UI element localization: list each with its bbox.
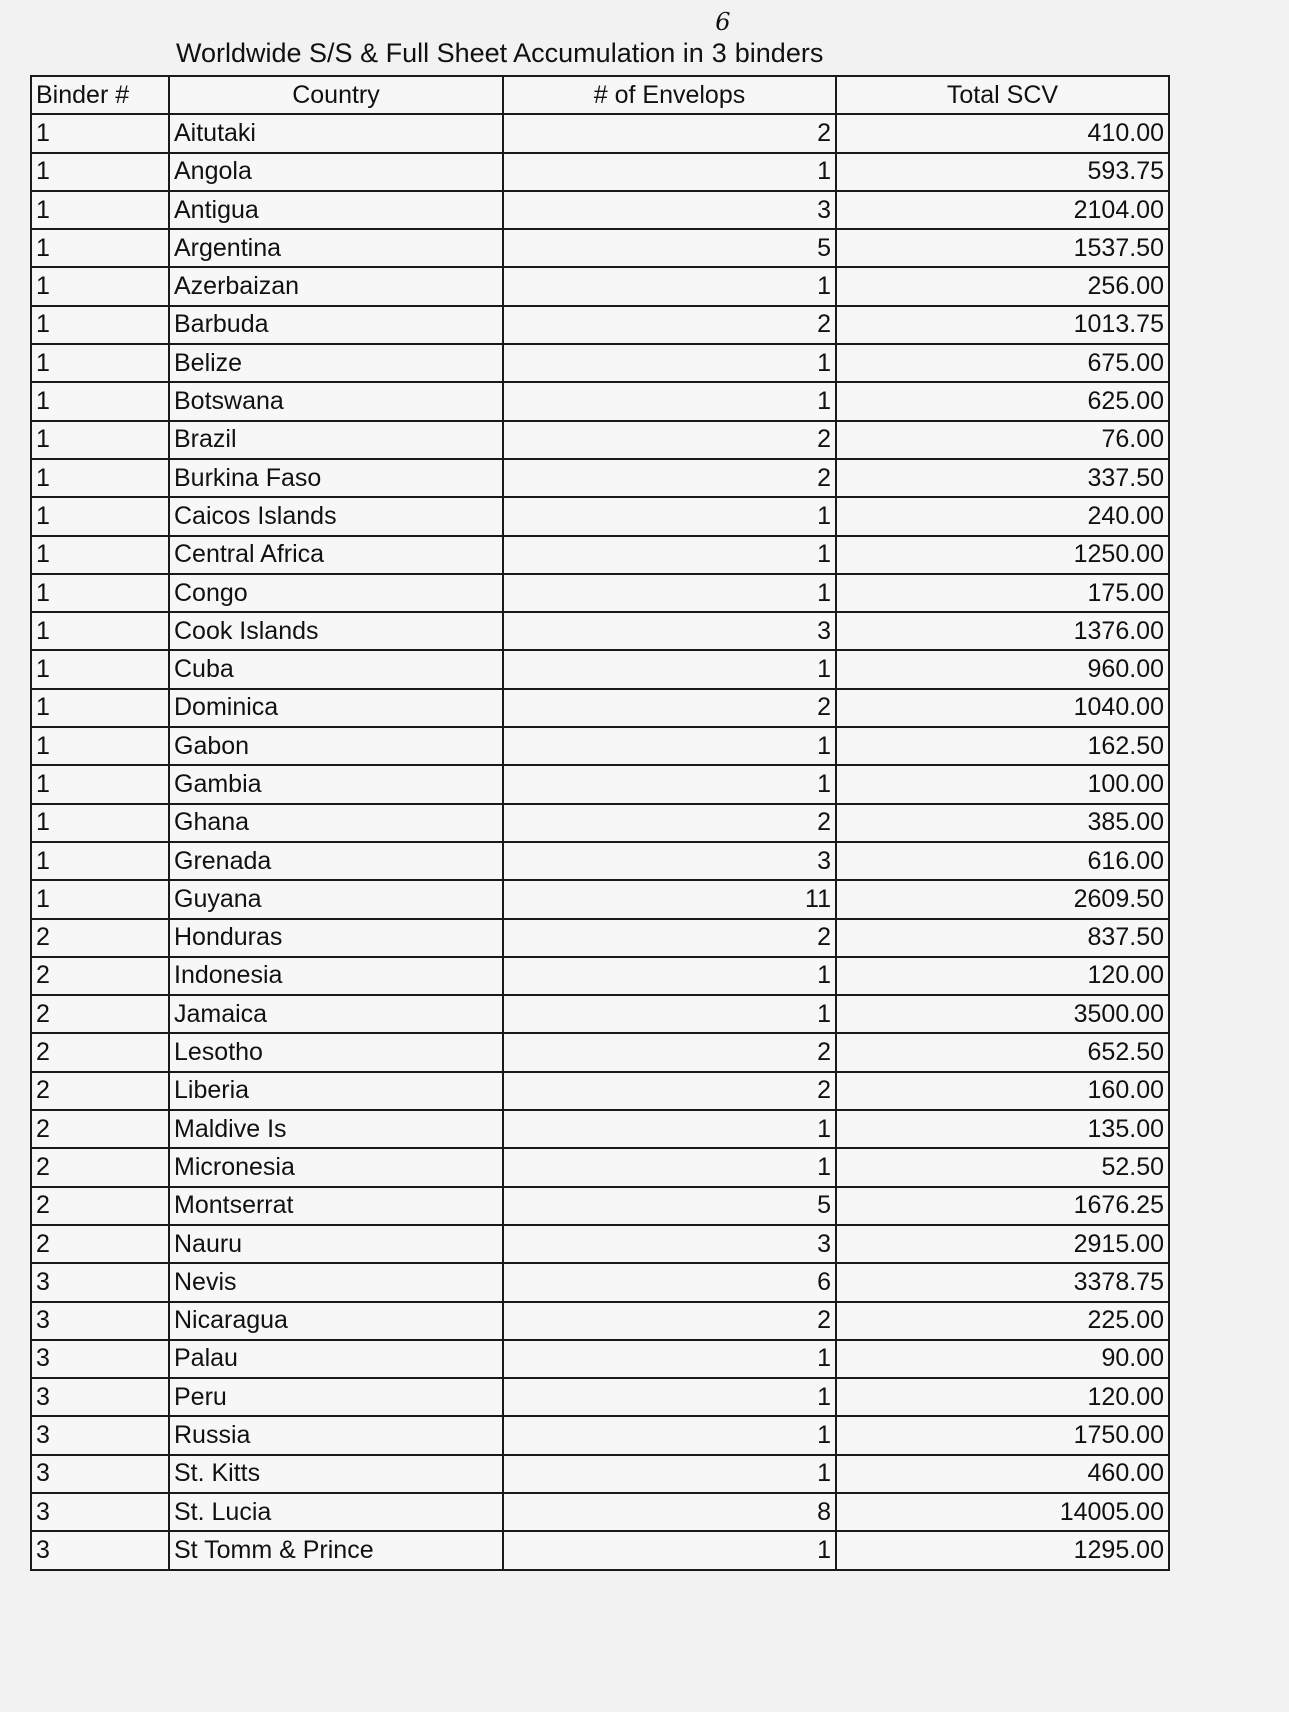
cell-country: Antigua xyxy=(169,191,503,229)
table-row xyxy=(31,765,1169,803)
table-row xyxy=(31,1455,1169,1493)
cell-country: Barbuda xyxy=(169,306,503,344)
cell-envelops: 1 xyxy=(503,727,836,765)
cell-envelops: 1 xyxy=(503,1455,836,1493)
cell-total-scv: 410.00 xyxy=(836,114,1169,152)
table-row xyxy=(31,1263,1169,1301)
cell-total-scv: 1376.00 xyxy=(836,612,1169,650)
cell-envelops: 2 xyxy=(503,459,836,497)
cell-envelops: 11 xyxy=(503,880,836,918)
cell-country: Nicaragua xyxy=(169,1302,503,1340)
cell-binder: 2 xyxy=(31,957,169,995)
cell-binder: 1 xyxy=(31,153,169,191)
cell-country: Belize xyxy=(169,344,503,382)
cell-binder: 2 xyxy=(31,995,169,1033)
cell-country: Gabon xyxy=(169,727,503,765)
cell-country: St. Lucia xyxy=(169,1493,503,1531)
cell-envelops: 1 xyxy=(503,1148,836,1186)
cell-envelops: 1 xyxy=(503,995,836,1033)
cell-binder: 1 xyxy=(31,114,169,152)
cell-binder: 1 xyxy=(31,650,169,688)
cell-binder: 2 xyxy=(31,1072,169,1110)
cell-country: Grenada xyxy=(169,842,503,880)
cell-country: Montserrat xyxy=(169,1187,503,1225)
cell-binder: 1 xyxy=(31,421,169,459)
cell-total-scv: 2609.50 xyxy=(836,880,1169,918)
cell-envelops: 2 xyxy=(503,689,836,727)
cell-envelops: 3 xyxy=(503,191,836,229)
table-row xyxy=(31,536,1169,574)
table-row xyxy=(31,1072,1169,1110)
cell-binder: 1 xyxy=(31,382,169,420)
cell-country: Azerbaizan xyxy=(169,267,503,305)
cell-country: Brazil xyxy=(169,421,503,459)
cell-total-scv: 837.50 xyxy=(836,919,1169,957)
cell-total-scv: 385.00 xyxy=(836,804,1169,842)
cell-total-scv: 175.00 xyxy=(836,574,1169,612)
cell-total-scv: 1676.25 xyxy=(836,1187,1169,1225)
page-title xyxy=(176,8,824,69)
table-row xyxy=(31,459,1169,497)
cell-envelops: 2 xyxy=(503,1072,836,1110)
cell-envelops: 1 xyxy=(503,497,836,535)
cell-envelops: 1 xyxy=(503,536,836,574)
cell-country: Cook Islands xyxy=(169,612,503,650)
cell-total-scv: 120.00 xyxy=(836,1378,1169,1416)
cell-envelops: 1 xyxy=(503,382,836,420)
cell-total-scv: 616.00 xyxy=(836,842,1169,880)
cell-country: Micronesia xyxy=(169,1148,503,1186)
table-row xyxy=(31,842,1169,880)
cell-binder: 3 xyxy=(31,1493,169,1531)
table-body xyxy=(31,114,1169,1569)
table-row xyxy=(31,1110,1169,1148)
cell-total-scv: 100.00 xyxy=(836,765,1169,803)
title-text-start: Worldwide S/S & Full Sheet Accumulation in xyxy=(176,38,712,68)
table-row xyxy=(31,1187,1169,1225)
cell-total-scv: 162.50 xyxy=(836,727,1169,765)
cell-country: Lesotho xyxy=(169,1033,503,1071)
cell-country: Angola xyxy=(169,153,503,191)
table-row xyxy=(31,995,1169,1033)
accumulation-table xyxy=(30,75,1170,1571)
cell-envelops: 1 xyxy=(503,574,836,612)
cell-binder: 3 xyxy=(31,1263,169,1301)
cell-envelops: 1 xyxy=(503,957,836,995)
cell-envelops: 2 xyxy=(503,1033,836,1071)
table-row xyxy=(31,229,1169,267)
table-row xyxy=(31,727,1169,765)
table-row xyxy=(31,880,1169,918)
cell-envelops: 1 xyxy=(503,267,836,305)
cell-binder: 1 xyxy=(31,574,169,612)
cell-binder: 1 xyxy=(31,804,169,842)
cell-country: Congo xyxy=(169,574,503,612)
cell-envelops: 1 xyxy=(503,1531,836,1569)
table-row xyxy=(31,306,1169,344)
table-row xyxy=(31,421,1169,459)
table-row xyxy=(31,191,1169,229)
header-row xyxy=(31,76,1169,114)
cell-total-scv: 1250.00 xyxy=(836,536,1169,574)
cell-binder: 3 xyxy=(31,1340,169,1378)
table-row xyxy=(31,804,1169,842)
table-row xyxy=(31,1302,1169,1340)
header-total-scv: Total SCV xyxy=(836,76,1169,114)
handwritten-binder-count: 6 xyxy=(715,8,731,36)
cell-binder: 1 xyxy=(31,191,169,229)
cell-country: Burkina Faso xyxy=(169,459,503,497)
cell-country: Liberia xyxy=(169,1072,503,1110)
cell-country: Central Africa xyxy=(169,536,503,574)
cell-total-scv: 52.50 xyxy=(836,1148,1169,1186)
cell-total-scv: 675.00 xyxy=(836,344,1169,382)
table-row xyxy=(31,382,1169,420)
table-row xyxy=(31,1493,1169,1531)
table-row xyxy=(31,1225,1169,1263)
cell-country: Cuba xyxy=(169,650,503,688)
cell-binder: 2 xyxy=(31,1187,169,1225)
cell-total-scv: 652.50 xyxy=(836,1033,1169,1071)
cell-envelops: 2 xyxy=(503,421,836,459)
cell-binder: 1 xyxy=(31,612,169,650)
cell-country: Ghana xyxy=(169,804,503,842)
header-country: Country xyxy=(169,76,503,114)
cell-binder: 1 xyxy=(31,689,169,727)
cell-envelops: 1 xyxy=(503,153,836,191)
cell-country: Caicos Islands xyxy=(169,497,503,535)
cell-binder: 2 xyxy=(31,1033,169,1071)
cell-total-scv: 960.00 xyxy=(836,650,1169,688)
cell-binder: 1 xyxy=(31,727,169,765)
cell-country: St Tomm & Prince xyxy=(169,1531,503,1569)
cell-country: Indonesia xyxy=(169,957,503,995)
cell-country: Russia xyxy=(169,1416,503,1454)
cell-total-scv: 337.50 xyxy=(836,459,1169,497)
table-row xyxy=(31,1416,1169,1454)
cell-country: Honduras xyxy=(169,919,503,957)
cell-envelops: 5 xyxy=(503,229,836,267)
cell-binder: 2 xyxy=(31,919,169,957)
cell-envelops: 2 xyxy=(503,804,836,842)
cell-country: Botswana xyxy=(169,382,503,420)
cell-envelops: 2 xyxy=(503,306,836,344)
cell-envelops: 2 xyxy=(503,114,836,152)
header-binder: Binder # xyxy=(31,76,169,114)
binder-count xyxy=(711,8,731,69)
cell-total-scv: 1295.00 xyxy=(836,1531,1169,1569)
table-row xyxy=(31,612,1169,650)
cell-binder: 1 xyxy=(31,765,169,803)
cell-envelops: 2 xyxy=(503,1302,836,1340)
cell-envelops: 1 xyxy=(503,344,836,382)
table-row xyxy=(31,650,1169,688)
cell-envelops: 3 xyxy=(503,842,836,880)
table-row xyxy=(31,574,1169,612)
cell-country: Jamaica xyxy=(169,995,503,1033)
cell-total-scv: 135.00 xyxy=(836,1110,1169,1148)
cell-total-scv: 256.00 xyxy=(836,267,1169,305)
cell-envelops: 1 xyxy=(503,1340,836,1378)
cell-total-scv: 120.00 xyxy=(836,957,1169,995)
cell-total-scv: 593.75 xyxy=(836,153,1169,191)
cell-country: Nevis xyxy=(169,1263,503,1301)
cell-total-scv: 1750.00 xyxy=(836,1416,1169,1454)
cell-total-scv: 3378.75 xyxy=(836,1263,1169,1301)
cell-binder: 2 xyxy=(31,1225,169,1263)
cell-envelops: 5 xyxy=(503,1187,836,1225)
cell-binder: 1 xyxy=(31,880,169,918)
cell-total-scv: 460.00 xyxy=(836,1455,1169,1493)
table-row xyxy=(31,267,1169,305)
cell-envelops: 1 xyxy=(503,1416,836,1454)
cell-envelops: 1 xyxy=(503,1110,836,1148)
cell-envelops: 2 xyxy=(503,919,836,957)
cell-envelops: 1 xyxy=(503,765,836,803)
cell-total-scv: 3500.00 xyxy=(836,995,1169,1033)
cell-binder: 1 xyxy=(31,267,169,305)
table-row xyxy=(31,344,1169,382)
cell-total-scv: 90.00 xyxy=(836,1340,1169,1378)
cell-country: Palau xyxy=(169,1340,503,1378)
cell-country: St. Kitts xyxy=(169,1455,503,1493)
cell-total-scv: 76.00 xyxy=(836,421,1169,459)
cell-envelops: 3 xyxy=(503,612,836,650)
cell-binder: 2 xyxy=(31,1110,169,1148)
table-row xyxy=(31,957,1169,995)
table-row xyxy=(31,689,1169,727)
cell-binder: 2 xyxy=(31,1148,169,1186)
cell-country: Guyana xyxy=(169,880,503,918)
table-row xyxy=(31,1148,1169,1186)
table-row xyxy=(31,1378,1169,1416)
cell-envelops: 1 xyxy=(503,650,836,688)
cell-total-scv: 625.00 xyxy=(836,382,1169,420)
cell-binder: 3 xyxy=(31,1455,169,1493)
title-text-end: binders xyxy=(727,38,824,68)
cell-total-scv: 1040.00 xyxy=(836,689,1169,727)
cell-envelops: 6 xyxy=(503,1263,836,1301)
cell-total-scv: 14005.00 xyxy=(836,1493,1169,1531)
cell-total-scv: 225.00 xyxy=(836,1302,1169,1340)
table-row xyxy=(31,497,1169,535)
cell-total-scv: 240.00 xyxy=(836,497,1169,535)
cell-binder: 1 xyxy=(31,229,169,267)
cell-total-scv: 2104.00 xyxy=(836,191,1169,229)
cell-envelops: 1 xyxy=(503,1378,836,1416)
cell-binder: 3 xyxy=(31,1378,169,1416)
cell-country: Peru xyxy=(169,1378,503,1416)
table-row xyxy=(31,919,1169,957)
cell-binder: 1 xyxy=(31,497,169,535)
cell-binder: 1 xyxy=(31,344,169,382)
cell-total-scv: 2915.00 xyxy=(836,1225,1169,1263)
cell-binder: 1 xyxy=(31,536,169,574)
table-row xyxy=(31,1340,1169,1378)
cell-country: Nauru xyxy=(169,1225,503,1263)
cell-binder: 3 xyxy=(31,1531,169,1569)
cell-binder: 3 xyxy=(31,1416,169,1454)
table-row xyxy=(31,114,1169,152)
cell-country: Gambia xyxy=(169,765,503,803)
cell-total-scv: 1537.50 xyxy=(836,229,1169,267)
header-envelops: # of Envelops xyxy=(503,76,836,114)
cell-country: Dominica xyxy=(169,689,503,727)
cell-country: Argentina xyxy=(169,229,503,267)
cell-binder: 1 xyxy=(31,459,169,497)
cell-country: Maldive Is xyxy=(169,1110,503,1148)
cell-binder: 1 xyxy=(31,842,169,880)
cell-envelops: 3 xyxy=(503,1225,836,1263)
table-row xyxy=(31,1531,1169,1569)
cell-binder: 3 xyxy=(31,1302,169,1340)
cell-total-scv: 160.00 xyxy=(836,1072,1169,1110)
printed-binder-count: 3 xyxy=(711,38,727,68)
table-row xyxy=(31,153,1169,191)
table-row xyxy=(31,1033,1169,1071)
cell-total-scv: 1013.75 xyxy=(836,306,1169,344)
cell-envelops: 8 xyxy=(503,1493,836,1531)
cell-country: Aitutaki xyxy=(169,114,503,152)
cell-binder: 1 xyxy=(31,306,169,344)
